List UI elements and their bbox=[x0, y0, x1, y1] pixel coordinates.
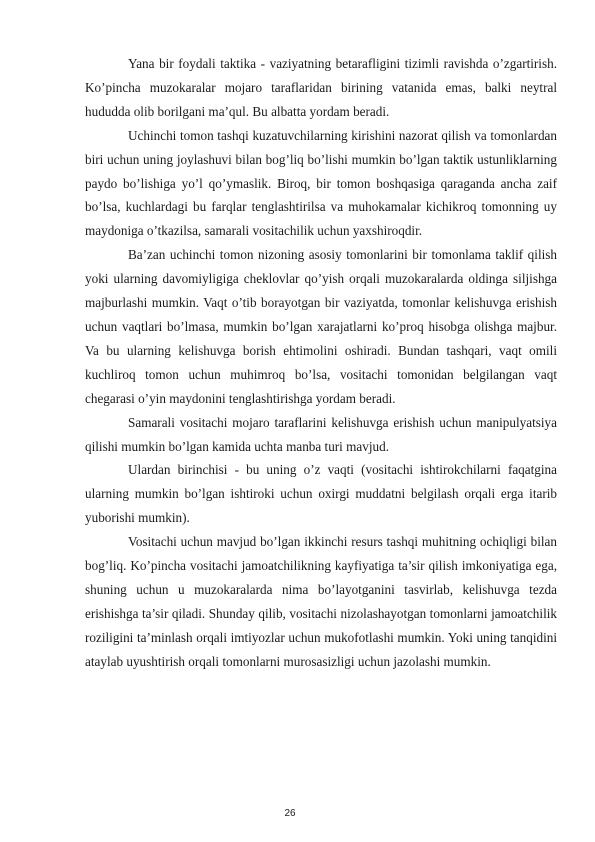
body-text bbox=[85, 52, 557, 674]
paragraph-4: Samarali vositachi mojaro taraflarini kelishuvga erishish uchun manipulyatsiya qilishi mumkin bo’lgan kamida uchta manba turi mavjud. bbox=[85, 414, 557, 454]
paragraph-5: Ulardan birinchisi - bu uning o’z vaqti (vositachi ishtirokchilarni faqatgina ularning mumkin bo’lgan ishtiroki uchun oxirgi muddatni belgilash orqali erga itarib yuborishi mumkin). bbox=[85, 462, 557, 526]
paragraph-2: Uchinchi tomon tashqi kuzatuvchilarning kirishini nazorat qilish va tomonlardan biri uchun uning joylashuvi bilan bog’liq bo’lishi mumkin bo’lgan taktik ustunliklarning paydo bo’lishiga yo’l qo’ymaslik. Biroq, bir tomon boshqasiga qaraganda ancha zaif bo’lsa, kuchlardagi bu farqlar tenglashtirilsa va muhokamalar kichikroq tomonning uy maydoniga o’tkazilsa, samarali vositachilik uchun yaxshiroqdir. bbox=[85, 127, 557, 239]
paragraph-3: Ba’zan uchinchi tomon nizoning asosiy tomonlarini bir tomonlama taklif qilish yoki ularning davomiyligiga cheklovlar qo’yish orqali muzokaralarda oldinga siljishga majburlashi mumkin. Vaqt o’tib borayotgan bir vaziyatda, tomonlar kelishuvga erishish uchun vaqtlari bo’lmasa, mumkin bo’lgan xarajatlarni ko’proq hisobga olishga majbur. Va bu ularning kelishuvga borish ehtimolini oshiradi. Bundan tashqari, vaqt omili kuchliroq tomon uchun muhimroq bo’lsa, vositachi tomonidan belgilangan vaqt chegarasi o’yin maydonini tenglashtirishga yordam beradi. bbox=[85, 247, 557, 406]
paragraph-6: Vositachi uchun mavjud bo’lgan ikkinchi resurs tashqi muhitning ochiqligi bilan bog’liq. Ko’pincha vositachi jamoatchilikning kayfiyatiga ta’sir qilish imkoniyatiga ega, shuning uchun u muzokaralarda nima bo’layotganini tasvirlab, kelishuvga tezda erishishga ta’sir qiladi. Shunday qilib, vositachi nizolashayotgan tomonlarni jamoatchilik roziligini ta’minlash orqali imtiyozlar uchun mukofotlashi mumkin. Yoki uning tanqidini ataylab uyushtirish orqali tomonlarni murosasizligi uchun jazolashi mumkin. bbox=[85, 534, 557, 669]
page-number: 26 bbox=[284, 808, 296, 819]
paragraph-1: Yana bir foydali taktika - vaziyatning betarafligini tizimli ravishda o’zgartirish. Ko’pincha muzokaralar mojaro taraflaridan birining vatanida emas, balki neytral hududda olib borilgani ma’qul. Bu albatta yordam beradi. bbox=[85, 56, 557, 119]
